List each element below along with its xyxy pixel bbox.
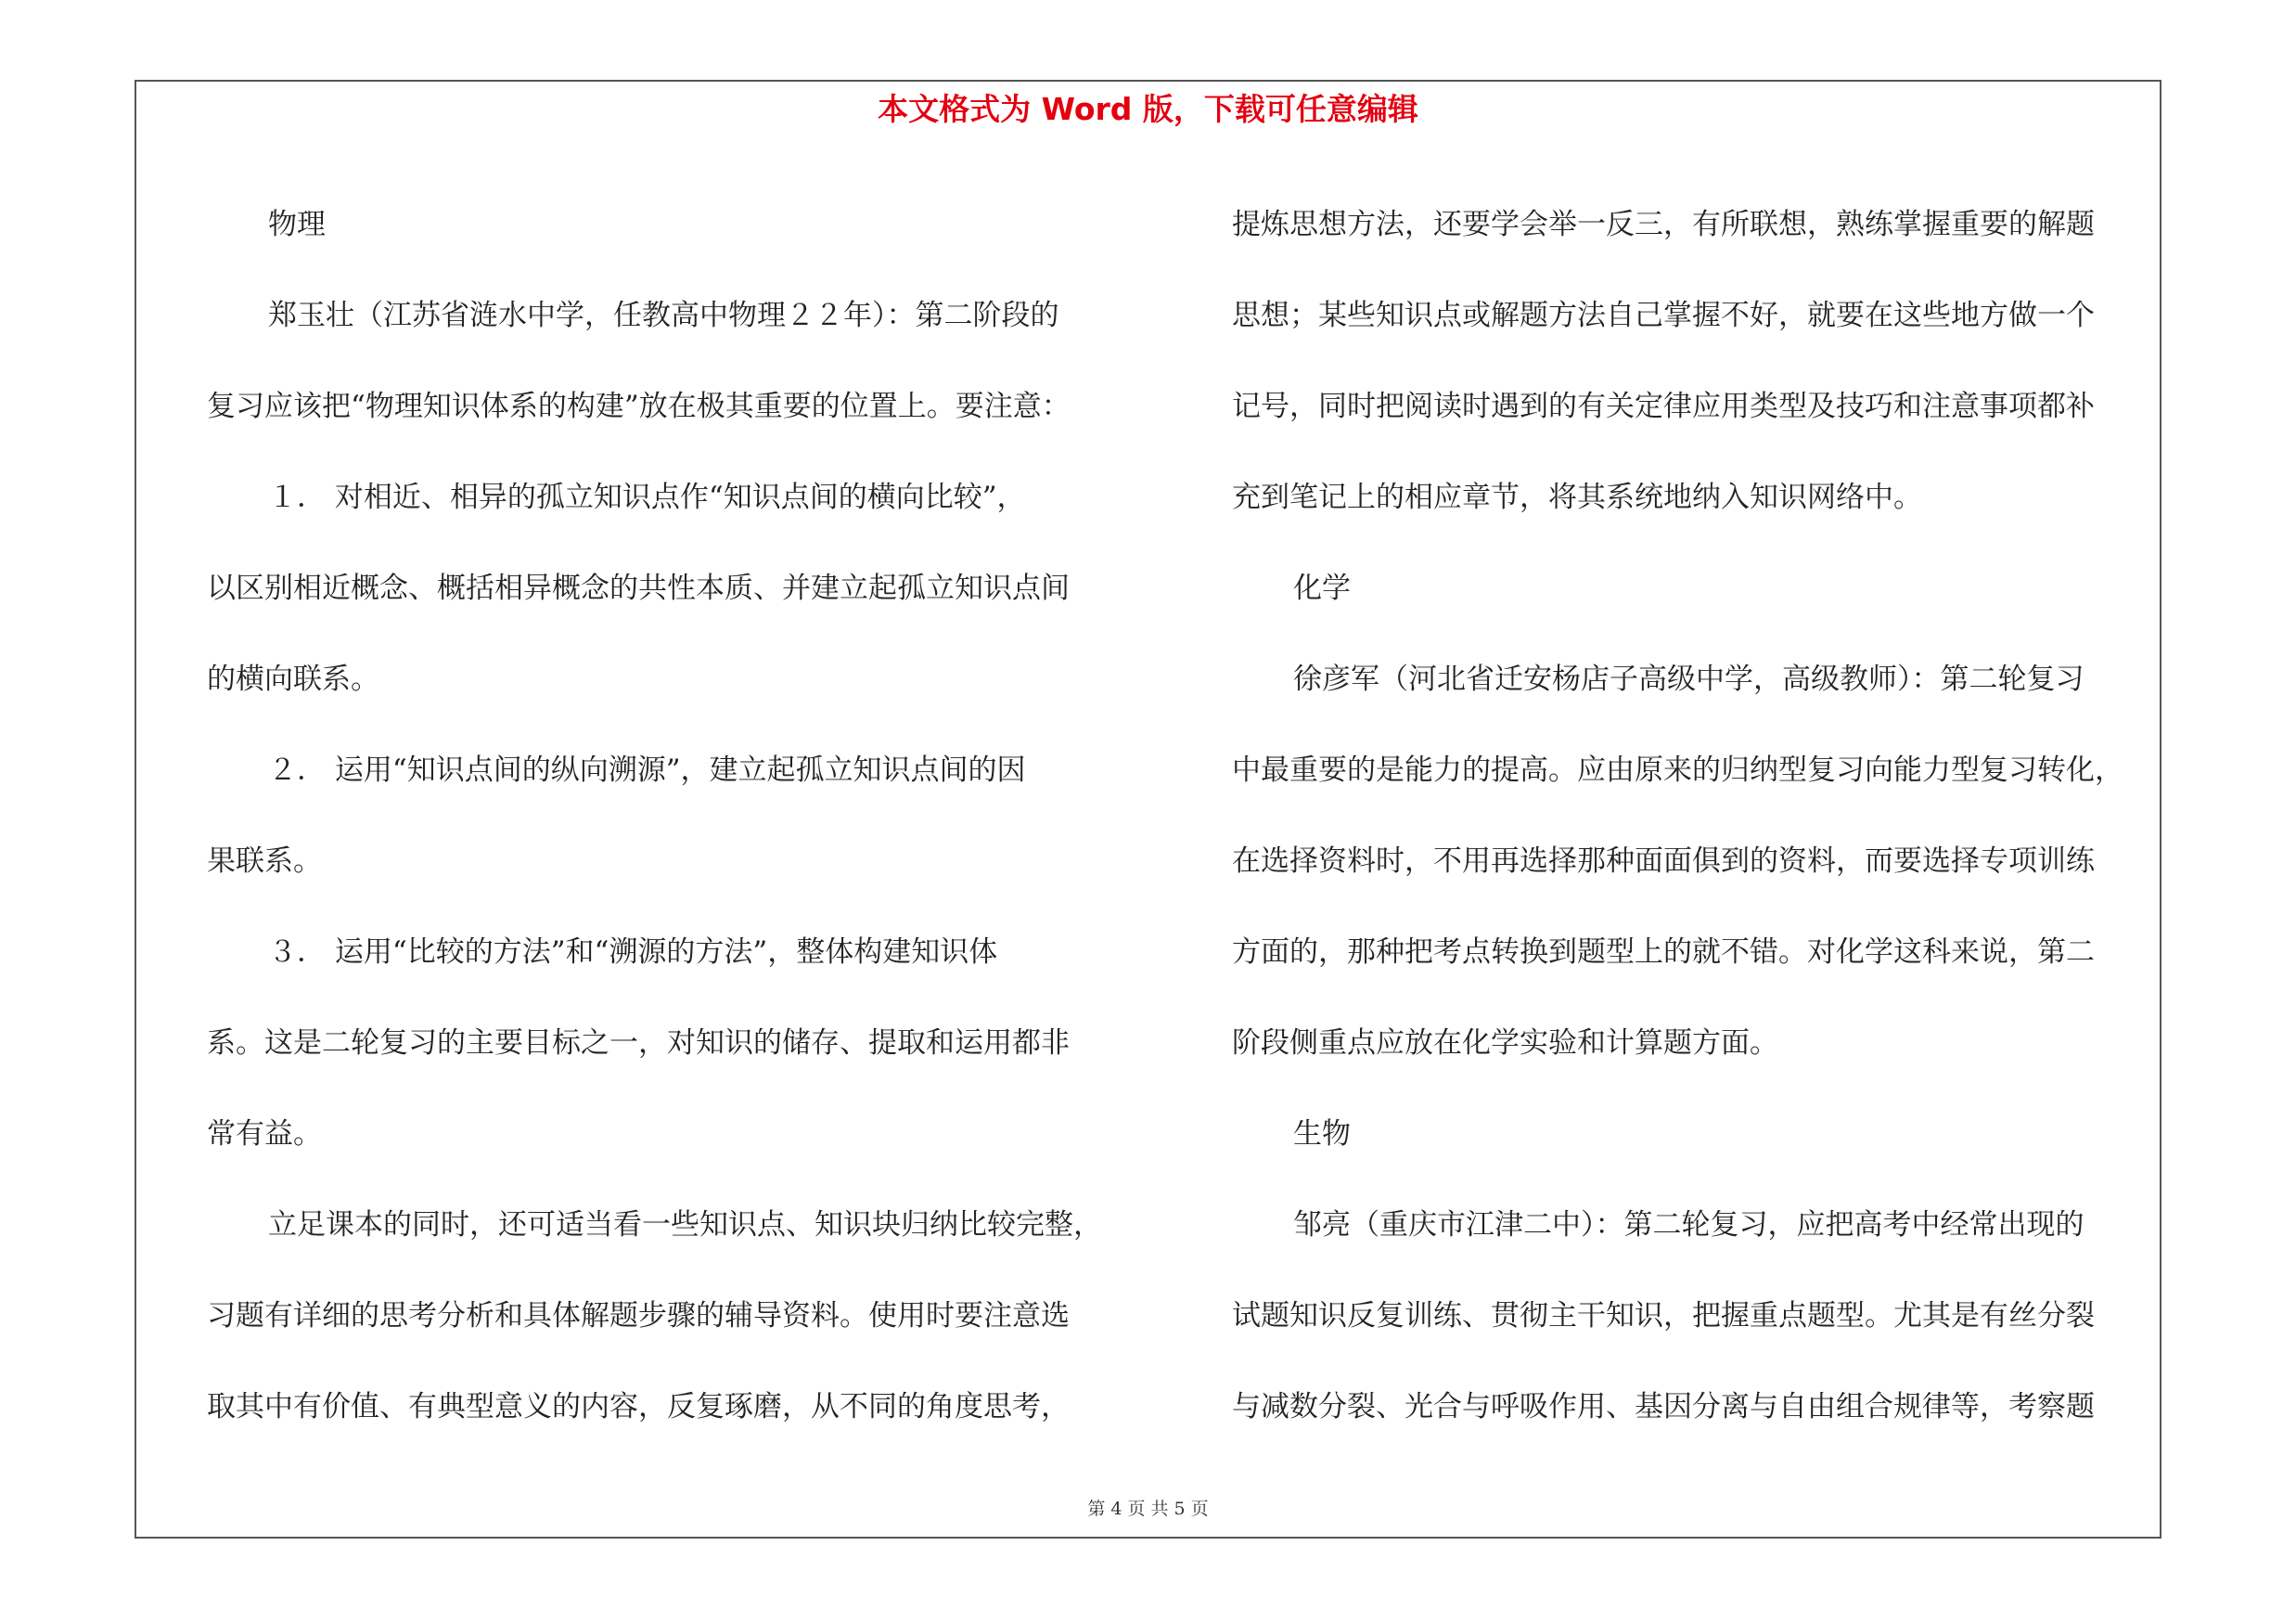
word-format-banner: 本文格式为 Word 版，下载可任意编辑 [878,91,1418,127]
paragraph [207,452,1125,725]
text-line: 物理 [268,208,326,241]
text-line: 在选择资料时，不用再选择那种面面俱到的资料，而要选择专项训练 [1232,844,2095,878]
text-line: 中最重要的是能力的提高。应由原来的归纳型复习向能力型复习转化， [1232,754,2123,787]
text-line: 复习应该把“物理知识体系的构建”放在极其重要的位置上。要注意： [207,390,1071,423]
paragraph [207,1179,1125,1452]
text-line: 取其中有价值、有典型意义的内容，反复琢磨，从不同的角度思考， [207,1390,1070,1423]
paragraph [1232,543,2150,634]
text-line: 提炼思想方法，还要学会举一反三，有所联想，熟练掌握重要的解题 [1232,208,2095,241]
paragraph [1232,1179,2150,1452]
right-text-column [1232,179,2150,1452]
paragraph [207,907,1125,1179]
text-line: 生物 [1293,1117,1351,1151]
page-number-footer: 第 4 页 共 5 页 [1087,1499,1209,1519]
paragraph [207,725,1125,907]
text-line: 邹亮（重庆市江津二中）：第二轮复习，应把高考中经常出现的 [1293,1208,2084,1242]
text-line: 徐彦军（河北省迁安杨店子高级中学，高级教师）：第二轮复习 [1293,663,2084,696]
text-line: 阶段侧重点应放在化学实验和计算题方面。 [1232,1026,1778,1060]
text-line: 的横向联系。 [207,663,379,696]
text-line: 记号，同时把阅读时遇到的有关定律应用类型及技巧和注意事项都补 [1232,390,2095,423]
text-line: １． 对相近、相异的孤立知识点作“知识点间的横向比较”， [268,481,1026,514]
text-line: 方面的，那种把考点转换到题型上的就不错。对化学这科来说，第二 [1232,935,2095,969]
text-line: 充到笔记上的相应章节，将其系统地纳入知识网络中。 [1232,481,1922,514]
paragraph [207,179,1125,270]
text-line: 郑玉壮（江苏省涟水中学，任教高中物理２２年）：第二阶段的 [268,299,1059,332]
text-line: 果联系。 [207,844,322,878]
text-line: 系。这是二轮复习的主要目标之一，对知识的储存、提取和运用都非 [207,1026,1070,1060]
text-line: ３． 运用“比较的方法”和“溯源的方法”，整体构建知识体 [268,935,998,969]
text-line: 习题有详细的思考分析和具体解题步骤的辅导资料。使用时要注意选 [207,1299,1070,1333]
text-line: 思想；某些知识点或解题方法自己掌握不好，就要在这些地方做一个 [1232,299,2095,332]
text-line: 以区别相近概念、概括相异概念的共性本质、并建立起孤立知识点间 [207,572,1070,605]
paragraph [1232,1088,2150,1179]
paragraph [207,270,1125,452]
text-line: 立足课本的同时，还可适当看一些知识点、知识块归纳比较完整， [268,1208,1102,1242]
paragraph [1232,634,2150,1088]
paragraph [1232,179,2150,543]
text-line: 与减数分裂、光合与呼吸作用、基因分离与自由组合规律等，考察题 [1232,1390,2095,1423]
left-text-column [207,179,1125,1452]
text-line: 常有益。 [207,1117,322,1151]
text-line: 化学 [1293,572,1351,605]
text-line: ２． 运用“知识点间的纵向溯源”，建立起孤立知识点间的因 [268,754,1026,787]
text-line: 试题知识反复训练、贯彻主干知识，把握重点题型。尤其是有丝分裂 [1232,1299,2095,1333]
